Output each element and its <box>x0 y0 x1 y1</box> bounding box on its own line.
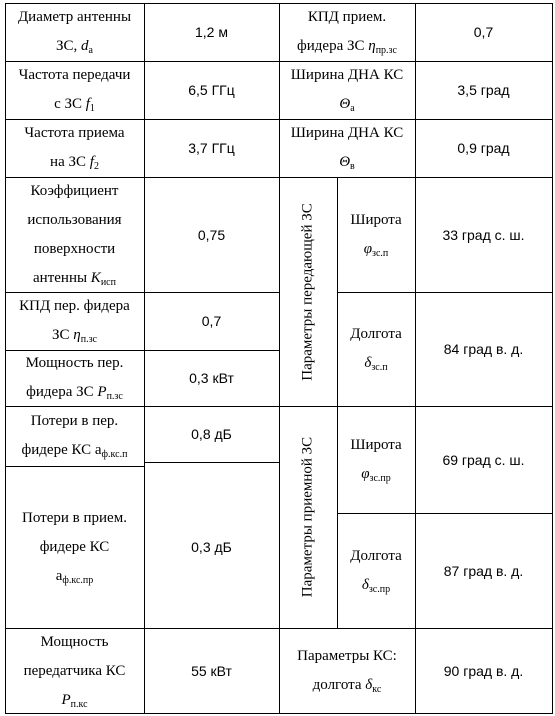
label-line: Частота приема <box>24 125 125 141</box>
cell-beamwidth-a-label <box>279 61 415 119</box>
cell-beamwidth-b-value: 0,9 град <box>457 140 510 156</box>
symbol: δ <box>361 576 369 593</box>
label-line: Долгота <box>350 326 402 342</box>
label-line: поверхности <box>33 240 116 257</box>
cell-rx-frequency-value: 3,7 ГГц <box>188 140 235 156</box>
cell-rx-feeder-eff-value: 0,7 <box>473 24 494 40</box>
cell-tx-feeder-eff-value: 0,7 <box>201 313 222 329</box>
label-line: передатчика КС <box>23 662 126 679</box>
divider-v <box>144 3 145 714</box>
label-line: Широта <box>350 436 402 453</box>
cell-tx-longitude-label <box>337 292 415 406</box>
label-line: Ширина ДНА КС <box>290 125 404 141</box>
cell-antenna-diameter-label <box>5 3 144 61</box>
symbol: η <box>73 327 81 343</box>
subscript: п.зс <box>106 391 123 402</box>
cell-tx-feeder-power-value: 0,3 кВт <box>189 370 234 386</box>
divider-h <box>5 119 553 120</box>
border-left <box>5 3 6 714</box>
cell-tx-longitude-value: 84 град в. д. <box>443 341 524 357</box>
label-line: КПД прием. <box>307 9 387 25</box>
subscript: в <box>350 161 355 172</box>
cell-tx-feeder-eff-label <box>5 292 144 350</box>
label-line: а <box>55 567 63 584</box>
label-line: долгота <box>312 677 366 693</box>
cell-tx-feeder-loss-value: 0,8 дБ <box>191 426 232 442</box>
divider-h <box>279 406 553 407</box>
tx-group-header <box>279 177 337 406</box>
label-line: использования <box>27 211 122 228</box>
subscript: а <box>350 103 355 114</box>
symbol: δ <box>364 355 372 371</box>
tx-group-title: Параметры передающей ЗС <box>299 202 316 381</box>
divider-h <box>337 513 553 514</box>
divider-h <box>5 466 144 467</box>
label-line: Широта <box>350 211 402 228</box>
cell-beamwidth-a-value: 3,5 град <box>457 82 510 98</box>
cell-ks-power-value: 55 кВт <box>191 663 232 679</box>
label-line: Диаметр антенны <box>17 9 132 25</box>
subscript: исп <box>100 276 116 288</box>
symbol: f <box>89 154 94 170</box>
cell-ks-power-label <box>5 628 144 714</box>
label-line: Долгота <box>350 547 402 564</box>
cell-antenna-diameter-value: 1,2 м <box>195 24 228 40</box>
cell-rx-latitude-label <box>337 406 415 513</box>
divider-h <box>144 462 280 463</box>
symbol: δ <box>365 677 373 693</box>
cell-tx-latitude-label <box>337 177 415 292</box>
divider-v <box>415 3 416 714</box>
cell-beamwidth-b-label <box>279 119 415 177</box>
label-line: Параметры КС: <box>297 648 397 664</box>
label-line: Коэффициент <box>30 182 119 199</box>
label-line: фидере КС а <box>21 442 102 458</box>
subscript: кс <box>372 684 382 695</box>
subscript: п.кс <box>70 698 88 710</box>
divider-h <box>5 628 553 629</box>
label-line: фидере КС <box>39 538 110 555</box>
subscript: зс.п <box>372 247 389 259</box>
subscript: 1 <box>89 103 95 114</box>
subscript: п.зс <box>80 334 97 345</box>
cell-rx-longitude-value: 87 град в. д. <box>443 562 524 579</box>
label-line: Частота передачи <box>18 67 131 83</box>
divider-h <box>5 292 280 293</box>
label-line: Мощность пер. <box>25 355 124 371</box>
label-line: Потери в пер. <box>30 413 119 429</box>
subscript: пр.зс <box>375 45 397 56</box>
label-line: фидера ЗС <box>297 38 369 54</box>
label-line: ЗС, <box>56 38 82 54</box>
divider-h <box>337 292 553 293</box>
symbol: d <box>81 38 89 54</box>
symbol: K <box>90 269 101 286</box>
rx-group-title: Параметры приемной ЗС <box>299 436 316 598</box>
cell-tx-frequency-value: 6,5 ГГц <box>188 82 235 98</box>
label-line: КПД пер. фидера <box>19 298 130 314</box>
label-line: с ЗС <box>54 96 86 112</box>
cell-tx-feeder-power-label <box>5 350 144 406</box>
divider-h <box>5 350 280 351</box>
symbol: Θ <box>339 96 351 112</box>
symbol: φ <box>361 465 370 482</box>
subscript: a <box>88 45 93 56</box>
cell-ks-longitude-label <box>279 628 415 714</box>
subscript: 2 <box>93 161 99 172</box>
divider-h <box>5 177 553 178</box>
cell-rx-latitude-value: 69 град с. ш. <box>442 451 525 468</box>
cell-rx-feeder-loss-label <box>5 466 144 628</box>
border-right <box>552 3 553 714</box>
cell-ks-longitude-value: 90 град в. д. <box>443 663 524 679</box>
label-line: ЗС <box>52 327 74 343</box>
cell-surface-coef-label <box>5 177 144 292</box>
label-line: фидера ЗС <box>26 384 98 400</box>
cell-surface-coef-value: 0,75 <box>197 226 226 243</box>
cell-rx-longitude-label <box>337 513 415 628</box>
subscript: зс.пр <box>368 583 391 595</box>
symbol: Θ <box>339 154 351 170</box>
symbol: f <box>85 96 90 112</box>
divider-h <box>5 406 280 407</box>
subscript: ф.кс.пр <box>62 574 94 586</box>
symbol: P <box>97 384 107 400</box>
label-line: Ширина ДНА КС <box>290 67 404 83</box>
divider-v <box>279 3 280 714</box>
subscript: зс.пр <box>369 472 391 484</box>
symbol: P <box>61 691 71 708</box>
label-line: на ЗС <box>50 154 90 170</box>
rx-group-header <box>279 406 337 628</box>
subscript: ф.кс.п <box>101 449 128 460</box>
cell-rx-frequency-label <box>5 119 144 177</box>
label-line: Потери в прием. <box>22 509 127 526</box>
divider-v <box>337 177 338 628</box>
symbol: φ <box>363 240 373 257</box>
subscript: зс.п <box>371 362 388 373</box>
cell-rx-feeder-eff-label <box>279 3 415 61</box>
label-line: антенны <box>33 269 91 286</box>
symbol: η <box>368 38 376 54</box>
cell-rx-feeder-loss-value: 0,3 дБ <box>191 539 232 555</box>
cell-tx-feeder-loss-label <box>5 406 144 466</box>
divider-h <box>5 61 553 62</box>
label-line: Мощность <box>40 633 109 650</box>
cell-tx-frequency-label <box>5 61 144 119</box>
cell-tx-latitude-value: 33 град с. ш. <box>442 226 525 243</box>
